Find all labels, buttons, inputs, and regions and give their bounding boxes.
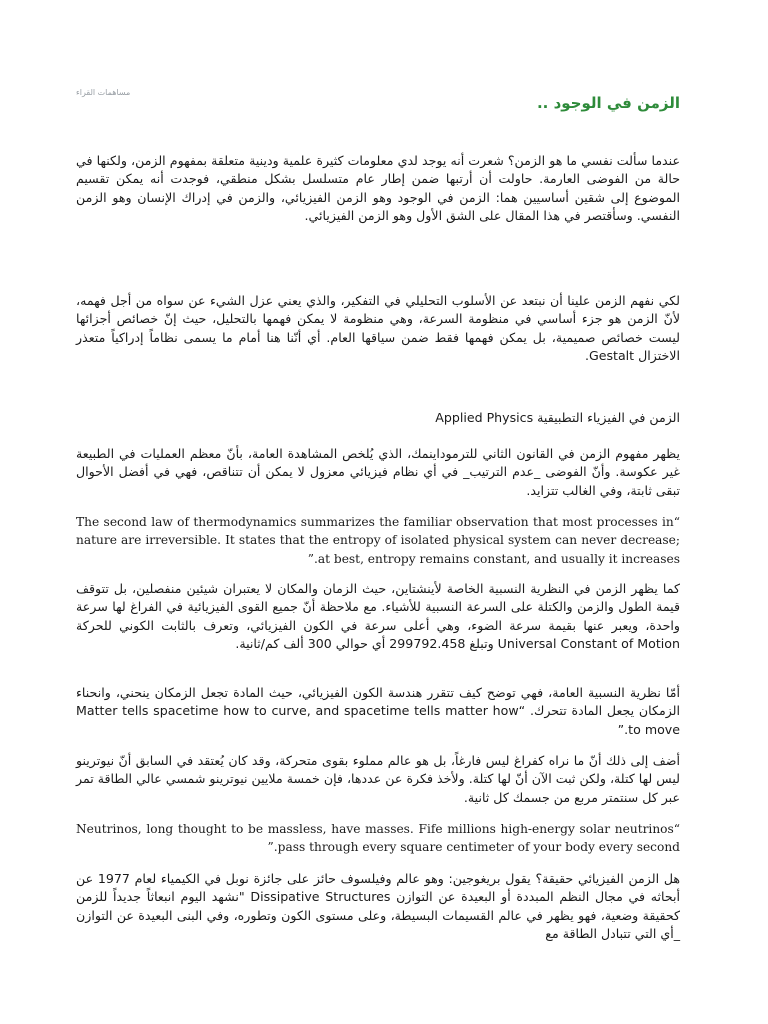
paragraph-4: كما يظهر الزمن في النظرية النسبية الخاصة لأينشتاين، حيث الزمان والمكان لا يعتبران شيئين منفصلين، بل تتوقف قيمة الطول والزمن والكتلة على السرعة النسبية للأشياء. مع ملاحظة أنّ جميع القوى الفيزيائية في الفراغ لها سرعة واحدة، ويعبر عنها بقيمة سرعة الضوء، وهي أعلى سرعة في الكون الفيزيائي، وتعرف بالثابت الكوني للحركة Universal Constant of Motion وتبلغ 299792.458 أي حوالي 300 ألف كم/ثانية.: [76, 581, 680, 652]
quote-neutrinos: “Neutrinos, long thought to be massless, have masses. Fife millions high-energy solar neutrinos pass through every square centimeter of your body every second.”: [76, 822, 680, 855]
source-label: مساهمات القراء: [76, 88, 131, 97]
paragraph-2: لكي نفهم الزمن علينا أن نبتعد عن الأسلوب التحليلي في التفكير، والذي يعني عزل الشيء عن سواه من أجل فهمه، لأنّ الزمن هو جزء أساسي في منظومة السرعة، وهي منظومة لا يمكن فهمها بالتحليل، حيث إنّ خصائص أجزائها ليست خصائص صميمية، بل يمكن فهمها فقط ضمن سياقها العام. أي أنّنا هنا أمام ما يسمى نظاماً إدراكياً متعذر الاختزال Gestalt.: [76, 293, 680, 364]
quote-entropy: “The second law of thermodynamics summarizes the familiar observation that most processes in nature are irreversible. It states that the entropy of isolated physical system can never decrease; at best, entropy remains constant, and usually it increases.”: [76, 515, 680, 566]
paragraph-1: عندما سألت نفسي ما هو الزمن؟ شعرت أنه يوجد لدي معلومات كثيرة علمية ودينية متعلقة بمفهوم الزمن، ولكنها في حالة من الفوضى العارمة. حاولت أن أرتبها ضمن إطار عام متسلسل بشكل منطقي، فوجدت أنه يمكن تقسيم الموضوع إلى شقين أساسيين هما: الزمن في الوجود وهو الزمن الفيزيائي، والزمن في إدراك الإنسان وهو الزمن النفسي. وسأقتصر في هذا المقال على الشق الأول وهو الزمن الفيزيائي.: [76, 153, 680, 224]
paragraph-5: أمّا نظرية النسبية العامة، فهي توضح كيف تتقرر هندسة الكون الفيزيائي، حيث المادة تجعل الزمكان ينحني، وانحناء الزمكان يجعل المادة تتحرك. “Matter tells spacetime how to curve, and spacetime tells matter how to move.”: [76, 685, 680, 737]
section-heading: الزمن في الفيزياء التطبيقية Applied Physics: [435, 410, 680, 425]
paragraph-6: أضف إلى ذلك أنّ ما نراه كفراغ ليس فارغاً، بل هو عالم مملوء بقوى متحركة، وقد كان يُعتقد في السابق أنّ نيوترينو ليس لها كتلة، ولكن ثبت الآن أنّ لها كتلة. ولأخذ فكرة عن عددها، فإن خمسة ملايين نيوترينو شمسي عالي الطاقة تمر عبر كل سنتمتر مربع من جسمك كل ثانية.: [76, 753, 680, 805]
article-title: الزمن في الوجود ..: [536, 94, 680, 112]
paragraph-3: يظهر مفهوم الزمن في القانون الثاني للترموداينمك، الذي يُلخص المشاهدة العامة، بأنّ معظم العمليات في الطبيعة غير عكوسة. وأنّ الفوضى _عدم الترتيب_ في أي نظام فيزيائي معزول لا يمكن أن تتناقص، فهي في أفضل الأحوال تبقى ثابتة، وفي الغالب تتزايد.: [76, 446, 680, 498]
paragraph-7: هل الزمن الفيزيائي حقيقة؟ يقول بريغوجين: وهو عالم وفيلسوف حائز على جائزة نوبل في الكيمياء لعام 1977 عن أبحاثه في مجال النظم المبددة أو البعيدة عن التوازن Dissipative Structures "نشهد اليوم انبعاثاً جديداً للزمن كحقيقة وضعية، فهو يظهر في عالم القسيمات البسيطة، وعلى مستوى الكون وتطوره، وفي البنى البعيدة عن التوازن _أي التي تتبادل الطاقة مع: [76, 871, 681, 942]
